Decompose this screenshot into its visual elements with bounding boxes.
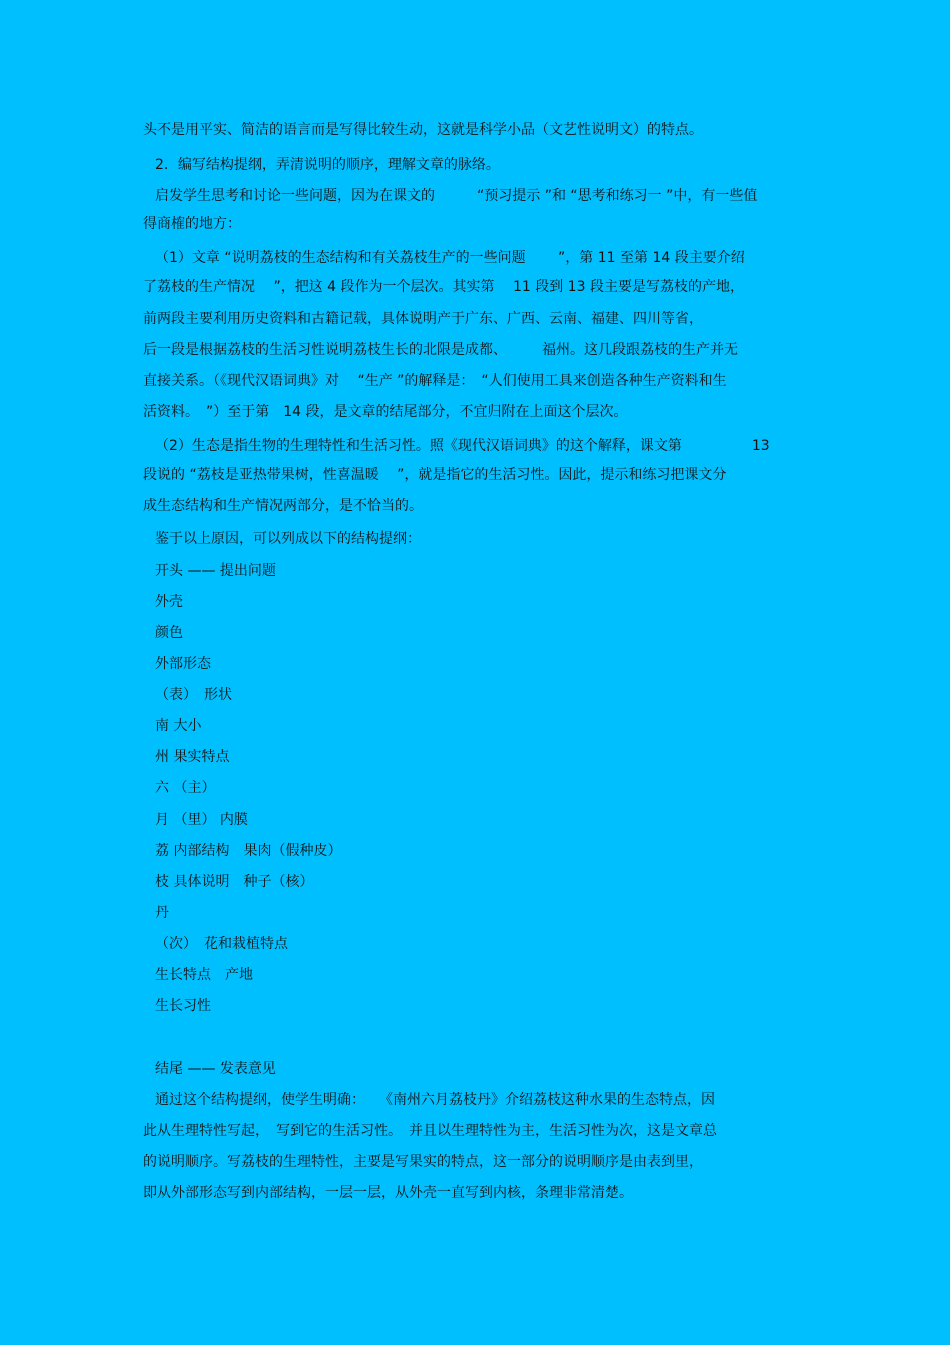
text-line: 活资料。 ”）至于第 14 段，是文章的结尾部分，不宜归附在上面这个层次。 — [143, 404, 628, 420]
text-line: 前两段主要利用历史资料和古籍记载，具体说明产于广东、广西、云南、福建、四川等省， — [143, 311, 703, 327]
outline-item: 六 （主） — [155, 780, 216, 796]
text-line: 鉴于以上原因，可以列成以下的结构提纲： — [155, 531, 421, 547]
text-line: 2．编写结构提纲，弄清说明的顺序，理解文章的脉络。 — [155, 157, 500, 173]
outline-item: 丹 — [155, 905, 169, 921]
text-line: 即从外部形态写到内部结构，一层一层，从外壳一直写到内核，条理非常清楚。 — [143, 1185, 633, 1201]
outline-item: 荔 内部结构 果肉（假种皮） — [155, 843, 342, 859]
text-line: 的说明顺序。写荔枝的生理特性，主要是写果实的特点，这一部分的说明顺序是由表到里， — [143, 1154, 703, 1170]
outline-item: 州 果实特点 — [155, 749, 230, 765]
text-line: 头不是用平实、简洁的语言而是写得比较生动，这就是科学小品（文艺性说明文）的特点。 — [143, 122, 703, 138]
outline-item: （表） 形状 — [155, 687, 232, 703]
text-line: 段说的 “荔枝是亚热带果树，性喜温暖 ”，就是指它的生活习性。因此，提示和练习把课文分 — [143, 467, 727, 483]
outline-item: 月 （里） 内膜 — [155, 812, 248, 828]
text-line: （2）生态是指生物的生理特性和生活习性。照《现代汉语词典》的这个解释，课文第 13 — [155, 438, 770, 454]
text-line: 启发学生思考和讨论一些问题，因为在课文的 “预习提示 ”和 “思考和练习一 ”中，有一些值 — [155, 188, 758, 204]
text-line: 成生态结构和生产情况两部分，是不恰当的。 — [143, 498, 423, 514]
outline-item: 外部形态 — [155, 656, 211, 672]
outline-item: （次） 花和栽植特点 — [155, 936, 288, 952]
outline-item: 外壳 — [155, 594, 183, 610]
text-line: 后一段是根据荔枝的生活习性说明荔枝生长的北限是成都、 福州。这几段跟荔枝的生产并无 — [143, 342, 738, 358]
outline-item: 南 大小 — [155, 718, 202, 734]
text-line: 直接关系。（《现代汉语词典》对 “生产 ”的解释是： “人们使用工具来创造各种生产资料和生 — [143, 373, 727, 389]
text-line: （1）文章 “说明荔枝的生态结构和有关荔枝生产的一些问题 ”，第 11 至第 14 段主要介绍 — [155, 250, 745, 266]
outline-item: 枝 具体说明 种子（核） — [155, 874, 314, 890]
outline-item: 开头 —— 提出问题 — [155, 563, 276, 579]
outline-item: 生长特点 产地 — [155, 967, 253, 983]
outline-item: 颜色 — [155, 625, 183, 641]
text-line: 得商榷的地方： — [143, 216, 241, 232]
outline-item: 生长习性 — [155, 998, 211, 1014]
text-line: 通过这个结构提纲，使学生明确： 《南州六月荔枝丹》介绍荔枝这种水果的生态特点，因 — [155, 1092, 715, 1108]
text-line: 此从生理特性写起， 写到它的生活习性。 并且以生理特性为主，生活习性为次，这是文章总 — [143, 1123, 717, 1139]
text-line: 了荔枝的生产情况 ”，把这 4 段作为一个层次。其实第 11 段到 13 段主要是写荔枝的产地， — [143, 279, 744, 295]
outline-item: 结尾 —— 发表意见 — [155, 1061, 276, 1077]
